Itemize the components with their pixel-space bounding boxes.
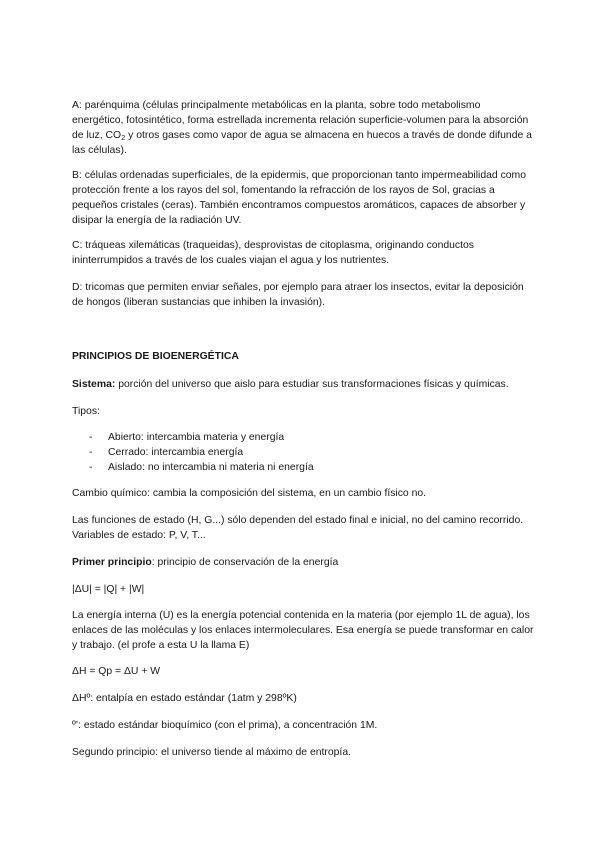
list-item-text: Aislado: no intercambia ni materia ni energía [108, 462, 314, 473]
section-heading: PRINCIPIOS DE BIOENERGÉTICA [72, 351, 239, 362]
paragraph-d: D: tricomas que permiten enviar señales, por ejemplo para atraer los insectos, evitar la deposición de hongos (liberan sustancias que inhiben la invasión). [72, 282, 524, 308]
paragraph-b: B: células ordenadas superficiales, de la epidermis, que proporcionan tanto impermeabilidad como protección frente a los rayos del sol, fomentando la refracción de los rayos de Sol, gracias a pequeños cristales (ceras). También encontramos compuestos aromáticos, capaces de absorber y disipar la energía de la radiación UV. [72, 170, 526, 226]
equation-enthalpy: ΔH = Qp = ΔU + W [72, 666, 161, 677]
entalpia-estandar: ΔHº: entalpía en estado estándar (1atm y 298ºK) [72, 693, 297, 704]
sistema-def: porción del universo que aislo para estudiar sus transformaciones físicas y químicas. [115, 379, 509, 390]
funciones-estado: Las funciones de estado (H, G...) sólo dependen del estado final e inicial, no del camino recorrido. Variables de estado: P, V, T... [72, 515, 524, 541]
paragraph-a-text: A: parénquima (células principalmente metabólicas en la planta, sobre todo metabolismo energético, fotosintético, forma estrellada incrementa relación superficie-volumen para la absorción de luz, CO [72, 100, 529, 141]
primer-term: Primer principio [72, 557, 152, 568]
list-item-text: Abierto: intercambia materia y energía [108, 432, 285, 443]
list-item-text: Cerrado: intercambia energía [108, 447, 244, 458]
tipos-label: Tipos: [72, 406, 100, 417]
energia-interna: La energía interna (U) es la energía potencial contenida en la materia (por ejemplo 1L de agua), los enlaces de las moléculas y los enlaces intermoleculares. Esa energía se puede transformar en calor y trabajo. (el profe a esta U la llama E) [72, 610, 534, 651]
cambio-quimico: Cambio químico: cambia la composición del sistema, en un cambio físico no. [72, 488, 427, 499]
paragraph-a-text-end: y otros gases como vapor de agua se almacena en huecos a través de donde difunde a las células). [72, 130, 532, 156]
estado-estandar-bioquimico: º’: estado estándar bioquímico (con el prima), a concentración 1M. [72, 720, 378, 731]
sistema-term: Sistema: [72, 379, 116, 390]
paragraph-c: C: tráqueas xilemáticas (traqueidas), desprovistas de citoplasma, originando conductos ininterrumpidos a través de los cuales viajan el agua y los nutrientes. [72, 240, 474, 266]
co2-subscript: 2 [121, 133, 126, 142]
sistema-definition [72, 377, 534, 392]
segundo-principio: Segundo principio: el universo tiende al máximo de entropía. [72, 747, 351, 758]
paragraph-a [72, 98, 534, 158]
list-item [72, 430, 314, 445]
tipos-list [72, 430, 314, 475]
bullet-dash: - [89, 447, 93, 458]
list-item [72, 445, 314, 460]
bullet-dash: - [89, 462, 93, 473]
equation-energy: |ΔU| = |Q| + |W| [72, 584, 145, 595]
primer-def: : principio de conservación de la energía [151, 557, 339, 568]
primer-principio [72, 555, 534, 570]
bullet-dash: - [89, 432, 93, 443]
list-item [72, 460, 314, 475]
